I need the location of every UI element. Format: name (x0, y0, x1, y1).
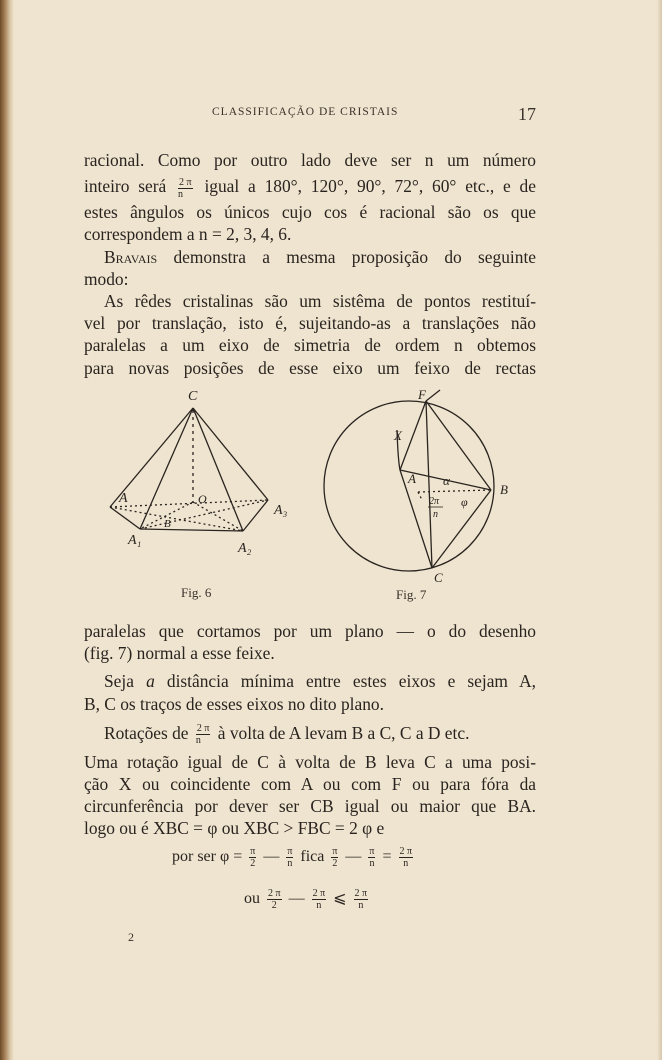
fraction (368, 846, 375, 869)
fraction-numerator: π (332, 846, 338, 857)
text-line: paralelas que cortamos por um plano — o do desenho (84, 621, 536, 641)
fraction (331, 846, 338, 869)
fraction-numerator: π (287, 846, 293, 857)
fraction-denominator: 2 (332, 858, 338, 869)
formula-operator: — (345, 848, 362, 866)
text-line: para novas posições de esse eixo um feixo de rectas (84, 357, 536, 378)
page-edge (657, 0, 662, 1060)
fraction (196, 723, 211, 746)
fraction-numerator: 2 π (179, 176, 192, 188)
fraction-denominator: 2 (271, 900, 277, 911)
text-line: correspondem a n = 2, 3, 4, 6. (84, 224, 292, 245)
text-line: racional. Como por outro lado deve ser n um número (84, 150, 536, 170)
text-line: estes ângulos os únicos cujo cos é racional são os que (84, 202, 536, 223)
signature-mark: 2 (128, 930, 134, 944)
text-span: demonstra a mesma proposição do seguinte (173, 246, 536, 267)
fraction-denominator: n (358, 900, 364, 911)
fraction (178, 177, 193, 200)
text-line: logo ou é XBC = φ ou XBC > FBC = 2 φ e (84, 818, 385, 839)
formula-text: por ser φ = (172, 848, 243, 866)
fig6-label-a1: A₁ (128, 533, 142, 548)
fraction-denominator: n (195, 735, 201, 747)
paragraph-4 (84, 620, 536, 840)
fraction (312, 888, 327, 911)
text-span: à volta de A levam B a C, C a D etc. (217, 722, 470, 743)
text-span: Seja (104, 671, 134, 692)
fraction-denominator: n (287, 858, 293, 869)
fig7-label-f: F (418, 387, 426, 402)
text-line (84, 171, 536, 201)
formula-text: ou (244, 890, 260, 908)
text-line: circunferência por dever ser CB igual ou maior que BA. (84, 796, 536, 817)
text-line: As rêdes cristalinas são um sistêma de pontos restituí- (104, 291, 536, 312)
text-line: vel por translação, isto é, sujeitando-as a translações não (84, 313, 536, 334)
text-span: inteiro será (84, 176, 167, 197)
fig6-label-b: B (164, 518, 171, 530)
book-binding (0, 0, 14, 1060)
fig6-label-a2: A₂ (238, 541, 252, 556)
fraction-denominator: n (403, 858, 409, 869)
formula-2 (244, 888, 371, 911)
fraction (399, 846, 414, 869)
fraction-numerator: π (250, 846, 256, 857)
text-line: (fig. 7) normal a esse feixe. (84, 643, 275, 664)
text-span: distância mínima entre estes eixos e sejam A, (166, 671, 536, 692)
fig7-label-a: A (408, 471, 416, 486)
fraction (267, 888, 282, 911)
italic-a: a (146, 671, 155, 692)
formula-operator: ⩽ (333, 890, 347, 908)
fig7-label-alpha: α (443, 473, 450, 488)
text-line (84, 246, 536, 268)
text-line: Uma rotação igual de C à volta de B leva C a uma posi- (84, 751, 536, 772)
fig7-label-b: B (500, 482, 508, 497)
fraction-numerator: 2 π (399, 846, 413, 857)
fraction-numerator: 2 π (354, 888, 368, 899)
fraction-denominator: n (316, 900, 322, 911)
text-line: B, C os traços de esses eixos no dito plano. (84, 693, 384, 714)
fraction-denominator: 2 (250, 858, 256, 869)
fraction-numerator: π (369, 846, 375, 857)
fig7-label-n: n (433, 509, 438, 520)
fraction-numerator: 2 π (196, 723, 210, 735)
page-number: 17 (518, 104, 536, 124)
fraction (249, 846, 256, 869)
text-span: igual a 180°, 120°, 90°, 72°, 60° etc., e de (204, 176, 536, 197)
fraction (286, 846, 293, 869)
fig7-label-phi: φ (461, 495, 468, 509)
fraction-numerator: 2 π (312, 888, 326, 899)
fig6-label-o: O (198, 492, 207, 506)
formula-1 (172, 846, 416, 869)
formula-operator: = (382, 848, 392, 866)
figure-7-circle (324, 390, 494, 571)
fig7-label-x: X (394, 428, 402, 443)
fig7-caption: Fig. 7 (396, 587, 427, 602)
text-line (84, 670, 536, 692)
text-line: paralelas a um eixo de simetria de ordem n obtemos (84, 335, 536, 356)
fig7-label-2pi: 2π (429, 496, 440, 507)
paragraph-1 (84, 149, 536, 379)
fraction-denominator: n (178, 188, 184, 200)
figure-6-pyramid (110, 408, 268, 531)
formula-operator: — (263, 848, 280, 866)
formula-text: fica (300, 848, 325, 866)
fig6-label-a3: A₃ (274, 503, 288, 518)
text-line (84, 715, 536, 751)
fraction (354, 888, 369, 911)
text-line: ção X ou coincidente com A ou com F ou para fóra da (84, 774, 536, 795)
text-span: Rotações de (104, 722, 189, 743)
fig7-label-c: C (434, 570, 443, 585)
fraction-denominator: n (369, 858, 375, 869)
running-title: CLASSIFICAÇÃO DE CRISTAIS (212, 106, 399, 118)
formula-operator: — (288, 890, 305, 908)
author-name: Bravais (104, 246, 158, 267)
text-line: modo: (84, 268, 129, 289)
fig6-label-a: A (119, 491, 128, 506)
fig6-caption: Fig. 6 (181, 585, 212, 600)
fig6-label-apex: C (188, 389, 198, 404)
fraction-numerator: 2 π (268, 888, 281, 899)
